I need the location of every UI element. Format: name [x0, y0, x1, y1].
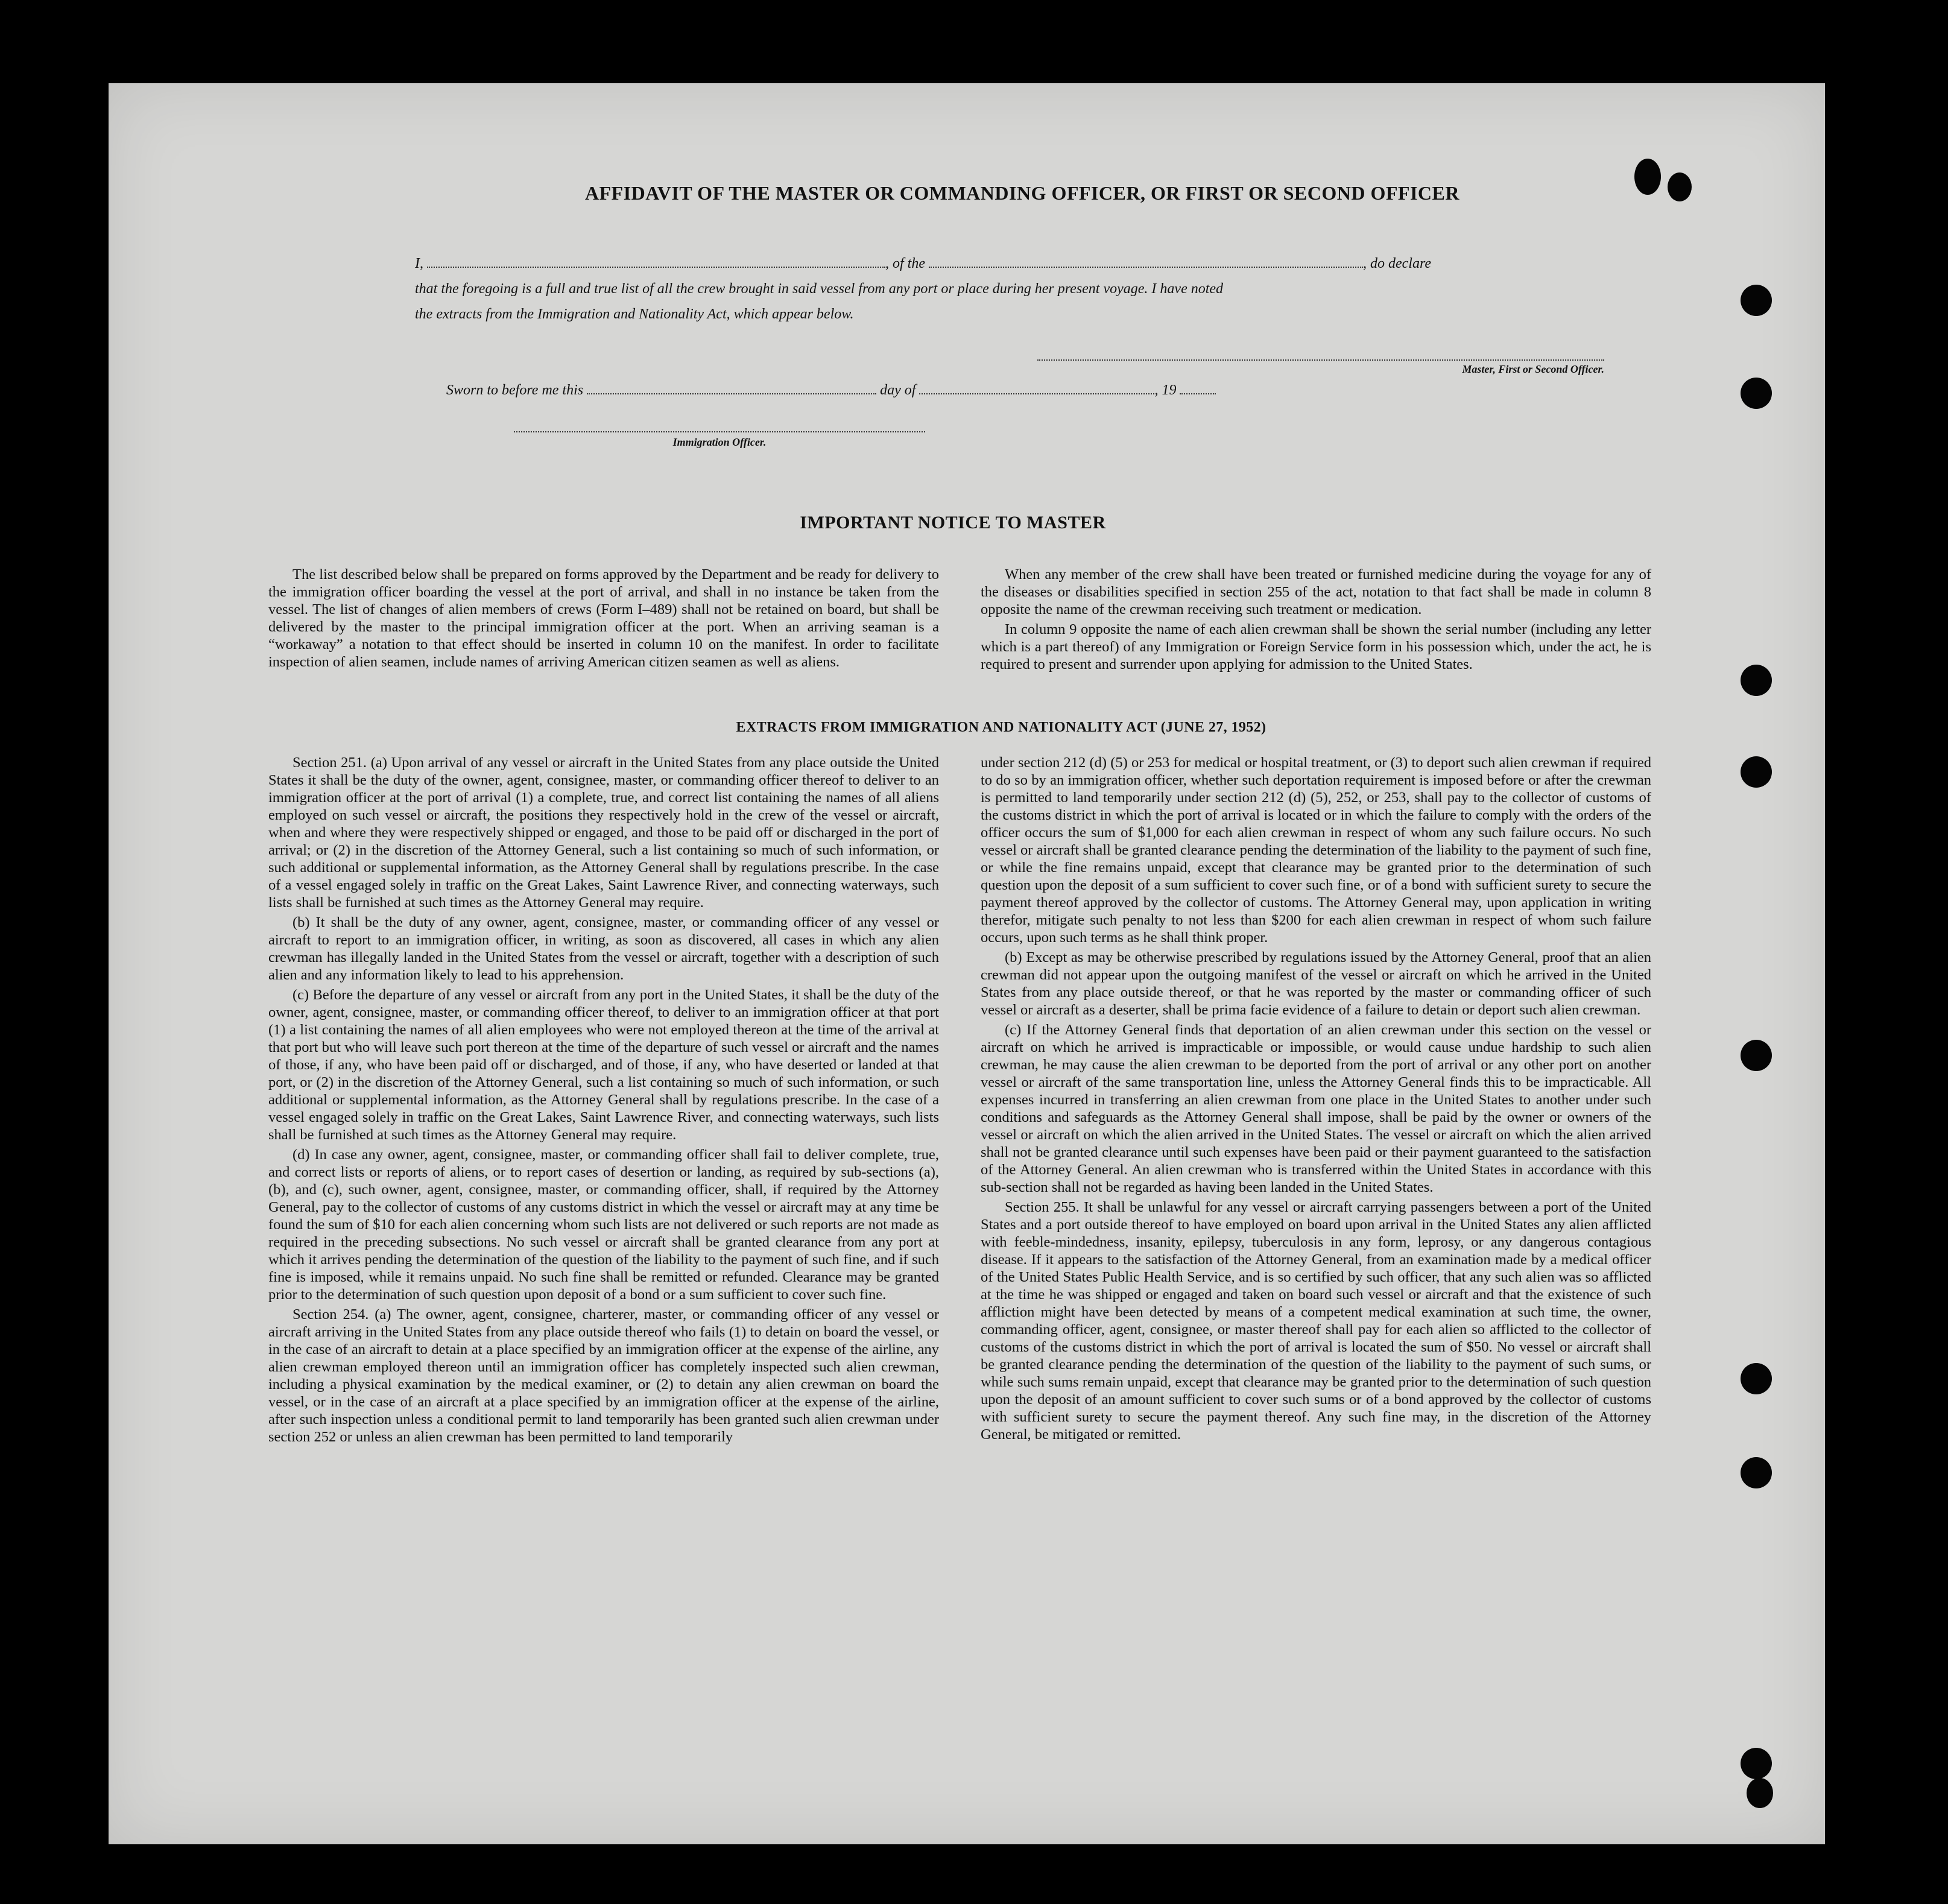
- punch-hole: [1741, 285, 1772, 316]
- master-signature-label: Master, First or Second Officer.: [1462, 363, 1604, 375]
- punch-hole: [1741, 1040, 1772, 1071]
- notice-left-paragraph: The list described below shall be prepared on forms approved by the Department and be ready for delivery to the immigration officer boarding the vessel at the port of arrival, and shall in no instance be taken from the vessel. The list of changes of alien members of crews (Form I–489) shall not be retained on board, but shall be delivered by the master to the principal immigration officer at the port. When an arriving seaman is a “workaway” a notation to that effect should be inserted in column 10 on the manifest. In order to facilitate inspection of alien seamen, include names of arriving American citizen seamen as well as aliens.: [268, 566, 939, 670]
- extract-paragraph: under section 212 (d) (5) or 253 for medical or hospital treatment, or (3) to deport such alien crewman if required to do so by an immigration officer, whether such deportation requirement is imposed before or after the crewman is permitted to land temporarily under section 212 (d) (5), 252, or 253, shall pay to the collector of customs of the customs district in which the port of arrival is located or in which the failure to comply with the orders of the officer occurs the sum of $1,000 for each alien crewman in respect of whom any such failure occurs. No such vessel or aircraft shall be granted clearance pending the determination of the liability to the payment of such fine, or while the fine remains unpaid, except that clearance may be granted prior to the determination of such question upon the deposit of a sum sufficient to cover such fine, or of a bond with sufficient surety to secure the payment thereof approved by the collector of customs. The Attorney General may, upon application in writing therefor, mitigate such penalty to not less than $200 for each alien crewman in respect of whom such failure occurs, upon such terms as he shall think proper.: [981, 754, 1651, 946]
- extract-paragraph: Section 254. (a) The owner, agent, consignee, charterer, master, or commanding officer of any vessel or aircraft arriving in the United States from any place outside thereof who fails (1) to detain on board the vessel, or in the case of an aircraft to detain at a place specified by an immigration officer at the expense of the airline, any alien crewman employed thereon until an immigration officer has completely inspected such alien crewman, including a physical examination by the medical examiner, or (2) to detain any alien crewman on board the vessel, or in the case of an aircraft at a place specified by an immigration officer at the expense of the airline, after such inspection unless a conditional permit to land temporarily has been granted such alien crewman under section 252 or unless an alien crewman has been permitted to land temporarily: [268, 1306, 939, 1445]
- statement-line-1: that the foregoing is a full and true list of all the crew brought in said vessel from any port or place during her present voyage. I have noted: [415, 281, 1224, 297]
- extracts-right-column: [981, 754, 1651, 1446]
- vessel-name-field[interactable]: [929, 255, 1363, 268]
- declarant-name-field[interactable]: [427, 255, 885, 268]
- immigration-officer-signature-line[interactable]: [514, 431, 925, 449]
- extract-paragraph: Section 255. It shall be unlawful for any vessel or aircraft carrying passengers between a port of the United States and a port outside thereof to have employed on board upon arrival in the United States any alien afflicted with feeble-mindedness, insanity, epilepsy, tuberculosis in any form, leprosy, or any dangerous contagious disease. If it appears to the satisfaction of the Attorney General, from an examination made by a medical officer of the United States Public Health Service, and is so certified by such officer, that any such alien was so afflicted at the time he was shipped or engaged and taken on board such vessel or aircraft and that the existence of such affliction might have been detected by means of a competent medical examination at such time, the owner, commanding officer, agent, consignee, or master thereof shall pay for each alien so afflicted to the collector of customs of the customs district in which the port of arrival is located the sum of $50. No vessel or aircraft shall be granted clearance pending the determination of the question of the liability to the payment of such sums, or while such sums remain unpaid, except that clearance may be granted prior to the determination of such question upon the deposit of an amount sufficient to cover such sums or of a bond approved by the collector of customs with sufficient surety to secure the payment thereof. Any such fine may, in the discretion of the Attorney General, be mitigated or remitted.: [981, 1199, 1651, 1443]
- punch-hole: [1741, 378, 1772, 409]
- do-declare-label: , do declare: [1363, 256, 1432, 271]
- year-prefix-label: , 19: [1154, 382, 1177, 398]
- extract-paragraph: (b) It shall be the duty of any owner, agent, consignee, master, or commanding officer of any vessel or aircraft to report to an immigration officer, in writing, as soon as discovered, all cases in which any alien crewman has illegally landed in the United States from the vessel or aircraft, together with a description of such alien and any information likely to lead to his apprehension.: [268, 914, 939, 983]
- punch-hole: [1741, 1457, 1772, 1488]
- punch-hole: [1747, 1778, 1773, 1808]
- notice-left-column: [268, 566, 939, 673]
- punch-hole: [1634, 159, 1661, 195]
- punch-hole: [1741, 665, 1772, 696]
- punch-hole: [1741, 756, 1772, 788]
- notice-right-column: [981, 566, 1651, 675]
- statement-line-2: the extracts from the Immigration and Nationality Act, which appear below.: [415, 306, 854, 322]
- extracts-left-column: [268, 754, 939, 1448]
- document-page: [109, 83, 1825, 1844]
- sworn-label: Sworn to before me this: [446, 382, 584, 398]
- punch-hole: [1741, 1748, 1772, 1779]
- affidavit-title: AFFIDAVIT OF THE MASTER OR COMMANDING OFFICER, OR FIRST OR SECOND OFFICER: [585, 182, 1459, 204]
- punch-hole: [1741, 1363, 1772, 1394]
- extracts-heading: EXTRACTS FROM IMMIGRATION AND NATIONALITY ACT (JUNE 27, 1952): [736, 720, 1267, 735]
- extract-paragraph: (d) In case any owner, agent, consignee, master, or commanding officer shall fail to deliver complete, true, and correct lists or reports of aliens, or to report cases of desertion or landing, as required by sub-sections (a), (b), and (c), such owner, agent, consignee, master, or commanding officer, shall, if required by the Attorney General, pay to the collector of customs of any customs district in which the vessel or aircraft may at any time be found the sum of $10 for each alien concerning whom such lists are not delivered or such reports are not made as required in the preceding subsections. No such vessel or aircraft shall be granted clearance from any port at which it arrives pending the determination of the question of the liability to the payment of such fine, and if such fine is imposed, while it remains unpaid. No such fine shall be remitted or refunded. Clearance may be granted prior to the determination of such question upon deposit of a bond or a sum sufficient to cover such fine.: [268, 1147, 939, 1303]
- notice-heading: IMPORTANT NOTICE TO MASTER: [800, 513, 1106, 533]
- sworn-day-field[interactable]: [587, 381, 876, 394]
- notice-right-paragraph-1: When any member of the crew shall have been treated or furnished medicine during the voyage for any of the diseases or disabilities specified in section 255 of the act, notation to that fact shall be made in column 8 opposite the name of the crewman receiving such treatment or medication.: [981, 566, 1651, 618]
- extract-paragraph: (c) If the Attorney General finds that deportation of an alien crewman under this section on the vessel or aircraft on which he arrived is impracticable or impossible, or would cause undue hardship to such alien crewman, he may cause the alien crewman to be deported from the port of arrival or any other port on another vessel or aircraft of the same transportation line, unless the Attorney General finds this to be impracticable. All expenses incurred in transferring an alien crewman from one place in the United States to another under such conditions and safeguards as the Attorney General shall impose, shall be paid by the owner or owners of the vessel or aircraft on which the alien arrived in the United States. The vessel or aircraft on which the alien arrived shall not be granted clearance until such expenses have been paid or their payment guaranteed to the satisfaction of the Attorney General. An alien crewman who is transferred within the United States in accordance with this sub-section shall not be regarded as having been landed in the United States.: [981, 1022, 1651, 1195]
- sworn-line: [446, 381, 1216, 399]
- punch-hole: [1668, 172, 1692, 201]
- extract-paragraph: (c) Before the departure of any vessel or aircraft from any port in the United States, it shall be the duty of the owner, agent, consignee, master, or commanding officer thereof, to deliver to an immigration officer at that port (1) a list containing the names of all alien employees who were not employed thereon at the time of the arrival at that port but who will leave such port thereon at the time of the departure of such vessel or aircraft and the names of those, if any, who have been paid off or discharged, and of those, if any, who have deserted or landed at that port, or (2) in the discretion of the Attorney General, such a list containing so much of such information, or such additional or supplemental information, as the Attorney General shall by regulations prescribe. In the case of a vessel engaged solely in traffic on the Great Lakes, Saint Lawrence River, and connecting waterways, such lists shall be furnished at such times as the Attorney General may require.: [268, 987, 939, 1143]
- of-the-label: , of the: [885, 256, 925, 271]
- extract-paragraph: Section 251. (a) Upon arrival of any vessel or aircraft in the United States from any place outside the United States it shall be the duty of the owner, agent, consignee, master, or commanding officer thereof to deliver to an immigration officer at the port of arrival (1) a complete, true, and correct list containing the names of all aliens employed on such vessel or aircraft, the positions they respectively hold in the crew of the vessel or aircraft, when and where they were respectively shipped or engaged, and those to be paid off or discharged in the port of arrival; or (2) in the discretion of the Attorney General, such a list containing so much of such information, or such additional or supplemental information, as the Attorney General shall by regulations prescribe. In the case of a vessel engaged solely in traffic on the Great Lakes, Saint Lawrence River, and connecting waterways, such lists shall be furnished at such times as the Attorney General may require.: [268, 754, 939, 911]
- day-of-label: day of: [880, 382, 916, 398]
- immigration-officer-label: Immigration Officer.: [672, 436, 767, 448]
- sworn-year-field[interactable]: [1180, 381, 1216, 394]
- extract-paragraph: (b) Except as may be otherwise prescribed by regulations issued by the Attorney General, proof that an alien crewman did not appear upon the outgoing manifest of the vessel or aircraft on which he arrived in the United States from any place outside thereof, or that he was reported by the master or commanding officer of such vessel or aircraft as a deserter, shall be prima facie evidence of a failure to detain or deport such alien crewman.: [981, 949, 1651, 1018]
- sworn-month-field[interactable]: [919, 381, 1154, 394]
- declaration-block: [415, 251, 1561, 327]
- master-signature-line[interactable]: [1037, 359, 1604, 376]
- declaration-line: [415, 251, 1561, 276]
- i-label: I,: [415, 256, 423, 271]
- notice-right-paragraph-2: In column 9 opposite the name of each alien crewman shall be shown the serial number (including any letter which is a part thereof) of any Immigration or Foreign Service form in his possession which, under the act, he is required to present and surrender upon applying for admission to the United States.: [981, 621, 1651, 672]
